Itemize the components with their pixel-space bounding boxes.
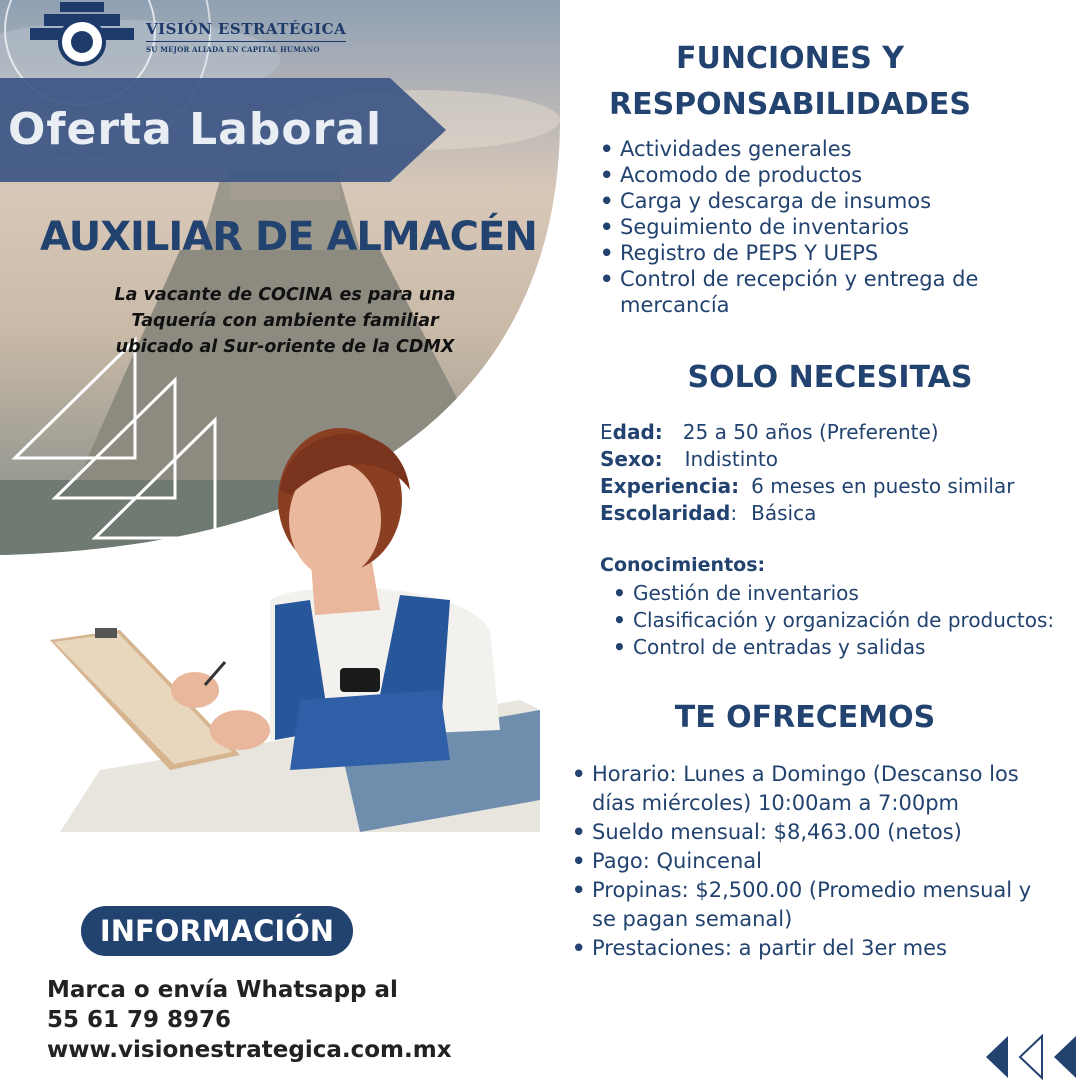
list-item: • Seguimiento de inventarios: [598, 214, 1028, 240]
list-item: • Control de entradas y salidas: [611, 634, 1071, 661]
oferta-laboral-label: Oferta Laboral: [8, 104, 383, 155]
job-title: AUXILIAR DE ALMACÉN: [40, 214, 537, 260]
list-item: • Pago: Quincenal: [570, 847, 1060, 876]
list-item: • Acomodo de productos: [598, 162, 1028, 188]
requirement-sexo: [600, 446, 1014, 473]
funciones-title-line: RESPONSABILIDADES: [608, 87, 972, 122]
te-ofrecemos-list: [570, 760, 1060, 963]
logo-subtitle: SU MEJOR ALIADA EN CAPITAL HUMANO: [146, 41, 346, 54]
vacante-line: ubicado al Sur-oriente de la CDMX: [115, 337, 455, 357]
logo-emblem: [22, 0, 142, 72]
contact-info: [47, 975, 452, 1065]
list-item: • Sueldo mensual: $8,463.00 (netos): [570, 818, 1060, 847]
list-item: • Horario: Lunes a Domingo (Descanso los días miércoles) 10:00am a 7:00pm: [570, 760, 1060, 818]
logo-title: VISIÓN ESTRATÉGICA: [146, 20, 347, 38]
requirements-list: [600, 419, 1014, 527]
requirement-label: dad:: [612, 420, 663, 444]
phone-number[interactable]: 55 61 79 8976: [47, 1007, 232, 1033]
requirement-prefix: E: [600, 420, 613, 444]
conocimientos-list: [611, 580, 1071, 661]
requirement-suffix: :: [730, 501, 738, 525]
te-ofrecemos-title: TE OFRECEMOS: [674, 700, 936, 735]
list-item: • Prestaciones: a partir del 3er mes: [570, 934, 1060, 963]
list-item: • Propinas: $2,500.00 (Promedio mensual y se pagan semanal): [570, 876, 1060, 934]
requirement-label: Experiencia:: [600, 474, 740, 498]
vacante-line: Taquería con ambiente familiar: [131, 311, 439, 331]
vacante-line: La vacante de COCINA es para una: [114, 285, 456, 305]
worker-photo: [40, 400, 540, 832]
funciones-list: [598, 136, 1028, 318]
logo-text: [146, 20, 346, 54]
funciones-title: [580, 36, 1000, 128]
conocimientos-label: Conocimientos:: [600, 554, 766, 576]
requirement-edad: [600, 419, 1014, 446]
requirement-label: Sexo:: [600, 447, 663, 471]
requirement-value: Indistinto: [684, 447, 779, 471]
list-item: • Registro de PEPS Y UEPS: [598, 240, 1028, 266]
requirement-value: Básica: [751, 501, 817, 525]
requirement-label: Escolaridad: [600, 501, 731, 525]
requirement-value: 6 meses en puesto similar: [751, 474, 1015, 498]
nav-arrows-icon[interactable]: [984, 1034, 1080, 1080]
requirement-escolaridad: [600, 500, 1014, 527]
contact-line: Marca o envía Whatsapp al: [47, 977, 398, 1003]
requirement-experiencia: [600, 473, 1014, 500]
informacion-button[interactable]: INFORMACIÓN: [81, 906, 353, 956]
list-item: • Gestión de inventarios: [611, 580, 1071, 607]
funciones-title-line: FUNCIONES Y: [675, 41, 905, 76]
solo-necesitas-title: SOLO NECESITAS: [687, 360, 973, 395]
list-item: • Clasificación y organización de productos:: [611, 607, 1071, 634]
list-item: • Actividades generales: [598, 136, 1028, 162]
list-item: • Carga y descarga de insumos: [598, 188, 1028, 214]
list-item: • Control de recepción y entrega de mercancía: [598, 266, 1028, 318]
website-link[interactable]: www.visionestrategica.com.mx: [47, 1037, 452, 1063]
vacante-description: [60, 282, 510, 360]
requirement-value: 25 a 50 años (Preferente): [682, 420, 939, 444]
